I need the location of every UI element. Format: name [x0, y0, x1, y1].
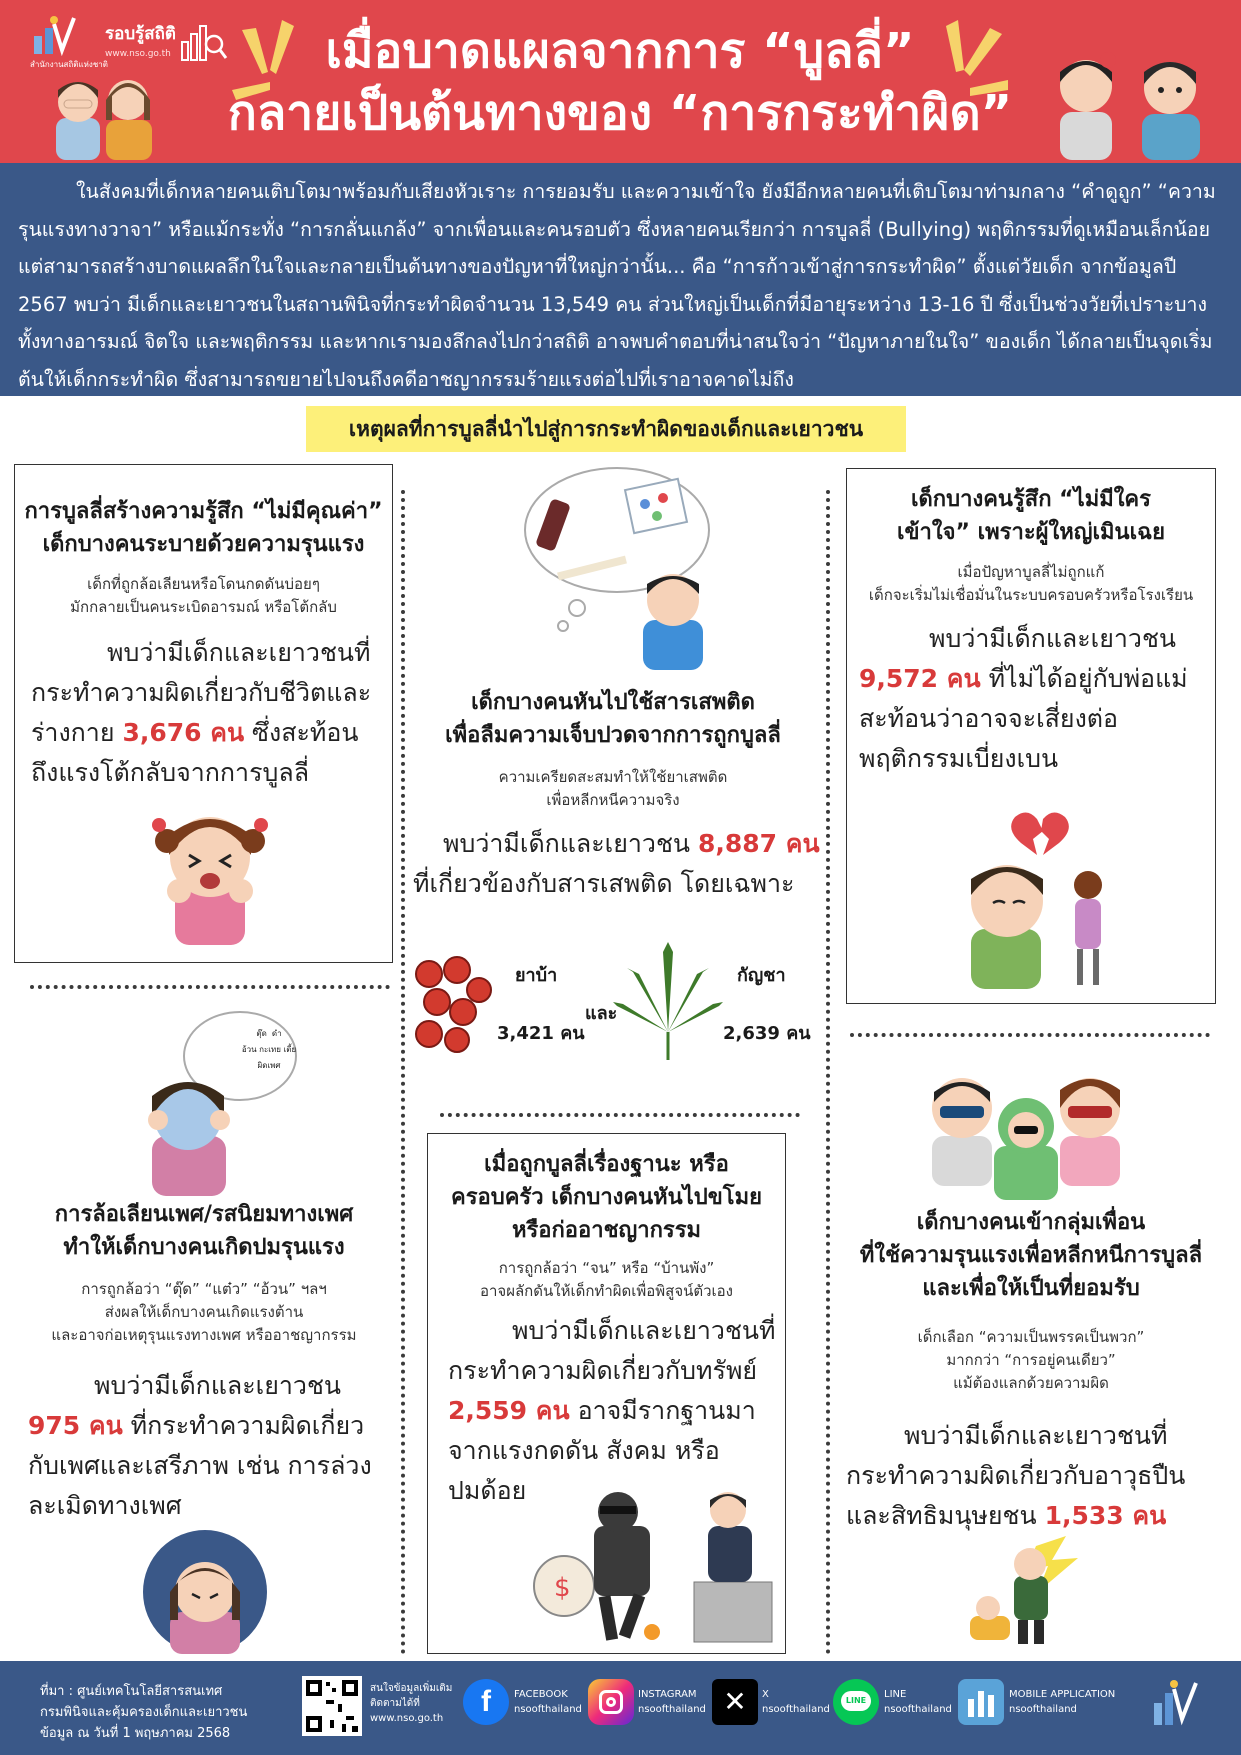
- card4-subtext: [14, 1278, 394, 1347]
- divider-vertical-right: [826, 490, 830, 1655]
- card3-number: 9,572 คน: [859, 664, 981, 693]
- source-block: [40, 1681, 247, 1744]
- source-line3: ข้อมูล ณ วันที่ 1 พฤษภาคม 2568: [40, 1726, 231, 1741]
- page-title: [190, 20, 1050, 144]
- card-gender-teasing: [14, 996, 394, 1654]
- section-title: เหตุผลที่การบูลลี่นำไปสู่การกระทำผิดของเด็กและเยาวชน: [306, 406, 906, 452]
- card6-heading: [836, 1206, 1226, 1305]
- card3-stat: [847, 619, 1215, 779]
- thought-word: ผิดเพศ: [257, 1061, 281, 1070]
- card5-stat-line4: จากแรงกดดัน สังคม หรือ: [448, 1436, 720, 1465]
- line-link[interactable]: [884, 1687, 952, 1717]
- card2-heading-line2: เพื่อลืมความเจ็บปวดจากการถูกบูลลี่: [445, 723, 781, 748]
- instagram-handle: nsoofthailand: [638, 1704, 706, 1715]
- card5-heading: [428, 1148, 785, 1247]
- logo-subtitle: สำนักงานสถิติแห่งชาติ: [30, 60, 108, 69]
- card2-heading-line1: เด็กบางคนหันไปใช้สารเสพติด: [471, 690, 755, 715]
- card4-heading-line1: การล้อเลียนเพศ/รสนิยมทางเพศ: [54, 1202, 354, 1227]
- thought-word: ตุ๊ด: [256, 1029, 267, 1038]
- drug-thought-illustration: [517, 460, 717, 670]
- divider-vertical-left: [401, 490, 405, 1655]
- card2-stat: [413, 824, 823, 904]
- card3-subtext: [847, 561, 1215, 607]
- facebook-label: FACEBOOK: [514, 1689, 568, 1700]
- card2-sub-line2: เพื่อหลีกหนีความจริง: [546, 791, 680, 809]
- card3-stat-text: ที่ไม่ได้อยู่กับพ่อแม่: [988, 664, 1188, 693]
- divider-horizontal-right: [850, 1033, 1210, 1037]
- qr-caption: [370, 1681, 452, 1726]
- crying-girl-illustration: [145, 795, 275, 945]
- card4-stat-line1: พบว่ามีเด็กและเยาวชน: [94, 1371, 342, 1400]
- card1-sub-line2: มักกลายเป็นคนระเบิดอารมณ์ หรือโต้กลับ: [70, 598, 337, 616]
- card5-heading-line3: หรือก่ออาชญากรรม: [511, 1218, 702, 1243]
- x-handle: nsoofthailand: [762, 1704, 830, 1715]
- card1-stat-line4: ถึงแรงโต้กลับจากการบูลลี่: [31, 758, 310, 787]
- header-banner: [0, 0, 1241, 163]
- card5-sub-line1: การถูกล้อว่า “จน” หรือ “บ้านพัง”: [498, 1259, 715, 1277]
- x-label: X: [762, 1689, 769, 1700]
- card6-heading-line3: และเพื่อให้เป็นที่ยอมรับ: [922, 1276, 1140, 1301]
- card2-sub-line1: ความเครียดสะสมทำให้ใช้ยาเสพติด: [498, 768, 728, 786]
- thought-word: เตี้ย: [283, 1045, 297, 1054]
- card1-heading-line2: เด็กบางคนระบายด้วยความรุนแรง: [42, 532, 365, 557]
- thought-word: อ้วน: [241, 1045, 257, 1054]
- card4-stat-line3: กับเพศและเสรีภาพ เช่น การล่วง: [28, 1451, 372, 1480]
- card4-sub-line1: การถูกล้อว่า “ตุ๊ด” “แต๋ว” “อ้วน” ฯลฯ: [81, 1280, 327, 1298]
- card-poverty-teasing: [427, 1133, 786, 1654]
- yaba-value: 3,421 คน: [497, 1023, 585, 1044]
- facebook-handle: nsoofthailand: [514, 1704, 582, 1715]
- mobile-app-icon[interactable]: [958, 1679, 1004, 1725]
- nso-logo-icon: [32, 14, 78, 56]
- card4-stat-text: ที่กระทำความผิดเกี่ยว: [130, 1411, 365, 1440]
- card1-stat-line1: พบว่ามีเด็กและเยาวชนที่: [107, 638, 371, 667]
- card4-heading-line2: ทำให้เด็กบางคนเกิดปมรุนแรง: [63, 1235, 345, 1260]
- title-line-2: กลายเป็นต้นทางของ “การกระทำผิด”: [227, 85, 1013, 141]
- mobile-app-label: MOBILE APPLICATION: [1009, 1689, 1116, 1700]
- card-gang: [836, 1046, 1226, 1656]
- divider-horizontal-left: [30, 985, 390, 989]
- ganja-value: 2,639 คน: [723, 1023, 811, 1044]
- intro-text: ในสังคมที่เด็กหลายคนเติบโตมาพร้อมกับเสียงหัวเราะ การยอมรับ และความเข้าใจ ยังมีอีกหลายคนที่เติบโตมาท่ามกลาง “คำดูถูก” “ความรุนแรงทางวาจา” หรือแม้กระทั่ง “การกลั่นแกล้ง” จากเพื่อนและคนรอบตัว ซึ่งหลายคนเรียกว่า การบูลลี่ (Bullying) พฤติกรรมที่ดูเหมือนเล็กน้อยแต่สามารถสร้างบาดแผลลึกในใจและกลายเป็นต้นทางของปัญหาที่ใหญ่กว่านั้น... คือ “การก้าวเข้าสู่การกระทำผิด” ตั้งแต่วัยเด็ก จากข้อมูลปี 2567 พบว่า มีเด็กและเยาวชนในสถานพินิจที่กระทำผิดจำนวน 13,549 คน ส่วนใหญ่เป็นเด็กที่มีอายุระหว่าง 13-16 ปี ซึ่งเป็นช่วงวัยที่เปราะบางทั้งทางอารมณ์ จิตใจ และพฤติกรรม และหากเรามองลึกลงไปกว่าสถิติ อาจพบคำตอบที่น่าสนใจว่า “ปัญหาภายในใจ” ของเด็ก ได้กลายเป็นจุดเริ่มต้นให้เด็กกระทำผิด ซึ่งสามารถขยายไปจนถึงคดีอาชญากรรมร้ายแรงต่อไปที่เราอาจคาดไม่ถึง: [18, 180, 1216, 391]
- card1-stat-line3: [31, 713, 392, 753]
- card3-sub-line1: เมื่อปัญหาบูลลี่ไม่ถูกแก้: [957, 563, 1105, 581]
- card2-stat-text: พบว่ามีเด็กและเยาวชน: [443, 829, 691, 858]
- facebook-link[interactable]: [514, 1687, 582, 1717]
- yaba-pills-icon: [413, 956, 493, 1056]
- brand-block: [105, 20, 176, 59]
- nso-footer-logo-icon: [1150, 1675, 1200, 1735]
- card1-subtext: [15, 573, 392, 619]
- card5-stat: [428, 1311, 785, 1511]
- card1-stat: [15, 633, 392, 793]
- card4-stat: [28, 1366, 398, 1526]
- card1-stat-line2: กระทำความผิดเกี่ยวกับชีวิตและ: [31, 678, 372, 707]
- card6-sub-line3: แม้ต้องแลกด้วยความผิด: [953, 1374, 1109, 1392]
- instagram-icon[interactable]: [588, 1679, 634, 1725]
- card4-number: 975 คน: [28, 1411, 123, 1440]
- title-line-1: เมื่อบาดแผลจากการ “บูลลี่”: [325, 23, 915, 79]
- instagram-label: INSTAGRAM: [638, 1689, 697, 1700]
- cannabis-leaf-icon: [613, 942, 723, 1062]
- card1-sub-line1: เด็กที่ถูกล้อเลียนหรือโดนกดดันบ่อยๆ: [87, 575, 320, 593]
- card-neglect: [846, 468, 1216, 1004]
- angry-boys-illustration: [1050, 40, 1220, 160]
- card6-heading-line1: เด็กบางคนเข้ากลุ่มเพื่อน: [916, 1210, 1146, 1235]
- card4-stat-line4: ละเมิดทางเพศ: [28, 1491, 182, 1520]
- svg-text:$: $: [554, 1573, 571, 1603]
- card-drugs: [407, 460, 819, 1060]
- source-line2: กรมพินิจและคุ้มครองเด็กและเยาวชน: [40, 1705, 248, 1720]
- card5-subtext: [428, 1257, 785, 1303]
- source-line1: ที่มา : ศูนย์เทคโนโลยีสารสนเทศ: [40, 1684, 223, 1699]
- line-icon[interactable]: LINE: [833, 1679, 879, 1725]
- ganja-label: กัญชา: [737, 965, 786, 986]
- yaba-label: ยาบ้า: [515, 965, 558, 986]
- card5-stat-line2: กระทำความผิดเกี่ยวกับทรัพย์: [448, 1356, 758, 1385]
- card4-heading: [14, 1198, 394, 1264]
- card6-stat-line2: กระทำความผิดเกี่ยวกับอาวุธปืน: [846, 1461, 1186, 1490]
- line-handle: nsoofthailand: [884, 1704, 952, 1715]
- and-label: และ: [585, 1003, 618, 1024]
- card2-subtext: [407, 766, 819, 812]
- card6-number: 1,533 คน: [1044, 1501, 1167, 1530]
- card6-subtext: [836, 1326, 1226, 1395]
- thought-word: กะเทย: [259, 1045, 281, 1054]
- crying-children-illustration: [44, 60, 164, 160]
- card1-heading-line1: การบูลลี่สร้างความรู้สึก “ไม่มีคุณค่า”: [24, 499, 383, 524]
- card3-heading: [847, 483, 1215, 549]
- card4-sub-line3: และอาจก่อเหตุรุนแรงทางเพศ หรืออาชญากรรม: [51, 1326, 357, 1344]
- footer: [0, 1661, 1241, 1755]
- card5-stat-line1: พบว่ามีเด็กและเยาวชนที่: [512, 1316, 776, 1345]
- instagram-link[interactable]: [638, 1687, 706, 1717]
- card6-stat-line1: พบว่ามีเด็กและเยาวชนที่: [904, 1421, 1168, 1450]
- qr-caption-line2: ติดตามได้ที่: [370, 1698, 420, 1709]
- card-violence: [14, 464, 393, 963]
- intro-paragraph-section: [0, 163, 1241, 396]
- x-link[interactable]: [762, 1687, 830, 1717]
- card3-stat-line1: พบว่ามีเด็กและเยาวชน: [929, 624, 1177, 653]
- card2-stat-line2: ที่เกี่ยวข้องกับสารเสพติด โดยเฉพาะ: [413, 869, 795, 898]
- qr-caption-line1: สนใจข้อมูลเพิ่มเติม: [370, 1683, 453, 1694]
- card5-sub-line2: อาจผลักดันให้เด็กทำผิดเพื่อพิสูจน์ตัวเอง: [479, 1282, 733, 1300]
- card1-number: 3,676 คน: [122, 718, 245, 747]
- card6-sub-line1: เด็กเลือก “ความเป็นพรรคเป็นพวก”: [917, 1328, 1145, 1346]
- brand-name: รอบรู้สถิติ: [105, 24, 176, 44]
- card6-stat: [846, 1416, 1226, 1536]
- card6-heading-line2: ที่ใช้ความรุนแรงเพื่อหลีกหนีการบูลลี่: [859, 1243, 1203, 1268]
- card2-heading: [407, 686, 819, 752]
- card1-stat-text-2: ซึ่งสะท้อน: [252, 718, 359, 747]
- x-icon[interactable]: ✕: [712, 1679, 758, 1725]
- crying-girl-circle-illustration: [140, 1530, 270, 1654]
- brand-url[interactable]: www.nso.go.th: [105, 49, 171, 59]
- mobile-app-handle: nsoofthailand: [1009, 1704, 1077, 1715]
- line-label: LINE: [884, 1689, 907, 1700]
- card3-stat-line4: พฤติกรรมเบี่ยงเบน: [859, 744, 1059, 773]
- card1-heading: [15, 495, 392, 561]
- fight-illustration: [966, 1536, 1086, 1646]
- card6-stat-text: และสิทธิมนุษยชน: [846, 1501, 1037, 1530]
- sad-boy-broken-heart-illustration: [957, 809, 1117, 989]
- card5-heading-line1: เมื่อถูกบูลลี่เรื่องฐานะ หรือ: [484, 1152, 729, 1177]
- divider-horizontal-center: [440, 1113, 800, 1117]
- card3-stat-line3: สะท้อนว่าอาจจะเสี่ยงต่อ: [859, 704, 1119, 733]
- card6-sub-line2: มากกว่า “การอยู่คนเดียว”: [946, 1351, 1116, 1369]
- thief-robbery-illustration: [528, 1486, 778, 1646]
- gang-kids-illustration: [926, 1050, 1126, 1200]
- card2-number: 8,887 คน: [697, 829, 820, 858]
- card1-stat-text: ร่างกาย: [31, 718, 115, 747]
- card4-sub-line2: ส่งผลให้เด็กบางคนเกิดแรงต้าน: [104, 1303, 304, 1321]
- card3-sub-line2: เด็กจะเริ่มไม่เชื่อมั่นในระบบครอบครัวหรือโรงเรียน: [868, 586, 1194, 604]
- card5-stat-line5: ปมด้อย: [448, 1476, 527, 1505]
- mobile-app-link[interactable]: [1009, 1687, 1115, 1717]
- qr-caption-url[interactable]: www.nso.go.th: [370, 1713, 444, 1724]
- qr-code-icon[interactable]: [302, 1676, 362, 1736]
- thought-word: ดำ: [271, 1029, 282, 1038]
- facebook-icon[interactable]: f: [463, 1679, 509, 1725]
- card3-heading-line2: เข้าใจ” เพราะผู้ใหญ่เมินเฉย: [896, 520, 1165, 545]
- card5-number: 2,559 คน: [448, 1396, 570, 1425]
- card5-heading-line2: ครอบครัว เด็กบางคนหันไปขโมย: [450, 1185, 763, 1210]
- card5-stat-text: อาจมีรากฐานมา: [577, 1396, 756, 1425]
- card3-heading-line1: เด็กบางคนรู้สึก “ไม่มีใคร: [911, 487, 1151, 512]
- thought-words: [224, 1026, 314, 1074]
